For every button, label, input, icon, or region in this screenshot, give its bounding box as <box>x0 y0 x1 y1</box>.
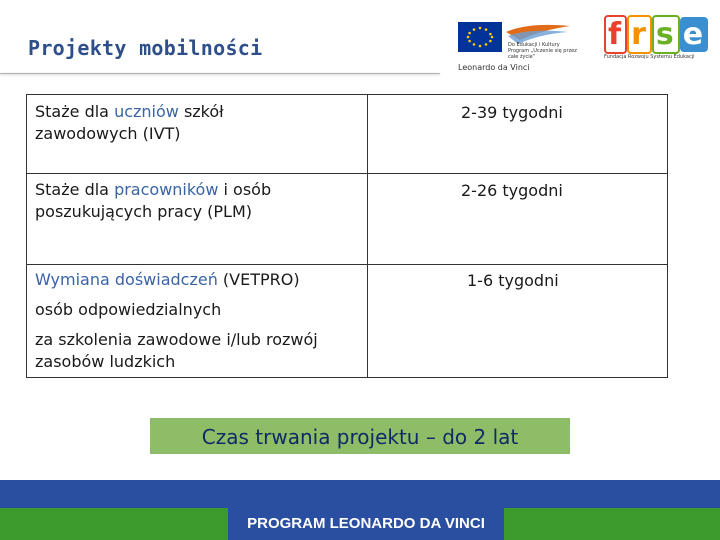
footer-blue-band <box>0 480 720 508</box>
footer-label-box <box>228 508 504 540</box>
eu-flag <box>458 22 502 52</box>
project-duration-banner <box>150 418 570 454</box>
table-row-3-duration: 1-6 tygodni <box>467 271 559 290</box>
frse-logo: f r s e Fundacja Rozwoju Systemu Edukacji <box>604 18 702 62</box>
title-underline <box>0 73 440 74</box>
eu-logo-line1: Do Edukacji i Kultury <box>508 42 560 48</box>
table-row-1-description: Staże dla uczniów szkół zawodowych (IVT) <box>35 102 224 143</box>
table-row-3-description: Wymiana doświadczeń (VETPRO) osób odpowiedzialnych za szkolenia zawodowe i/lub rozwój zasobów ludzkich <box>35 270 318 371</box>
eu-logo-line2: Program „Uczenie się przez całe życie” <box>508 48 577 60</box>
eu-leonardo-logo <box>458 20 578 76</box>
table-row-divider <box>27 264 667 265</box>
frse-caption: Fundacja Rozwoju Systemu Edukacji <box>604 54 695 60</box>
table-row-2-description: Staże dla pracowników i osób poszukujących pracy (PLM) <box>35 180 272 221</box>
page-title: Projekty mobilności <box>28 36 263 60</box>
table-row-2-duration: 2-26 tygodni <box>461 181 563 200</box>
footer-text: PROGRAM LEONARDO DA VINCI <box>247 515 485 532</box>
table-column-divider <box>367 95 368 377</box>
table-row-divider <box>27 173 667 174</box>
table-row-1-duration: 2-39 tygodni <box>461 103 563 122</box>
mobility-projects-table <box>26 94 668 378</box>
eu-logo-line3: Leonardo da Vinci <box>458 63 530 72</box>
banner-text: Czas trwania projektu – do 2 lat <box>201 425 519 449</box>
